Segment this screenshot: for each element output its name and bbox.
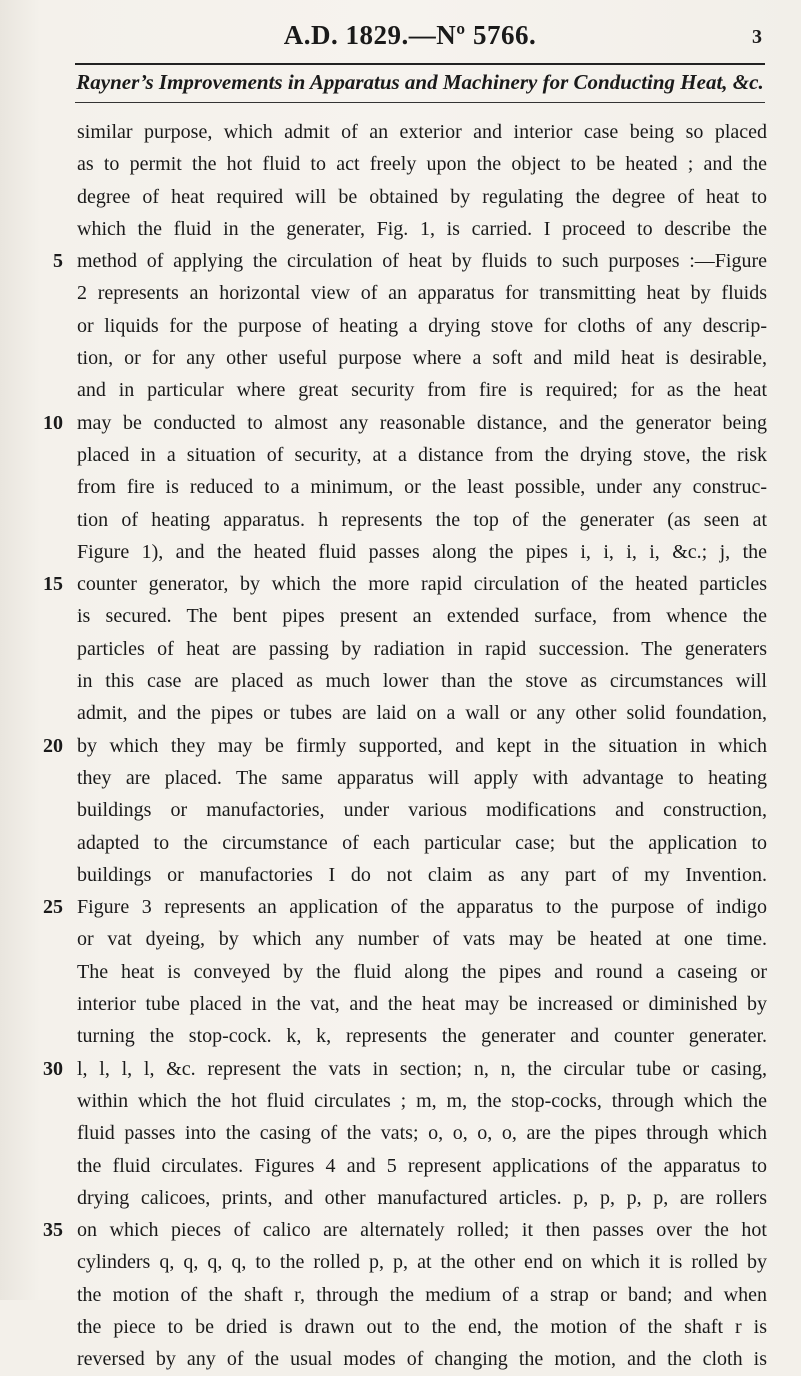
text-line <box>77 504 767 536</box>
page-header <box>60 20 760 60</box>
text-line <box>77 374 767 406</box>
line-text: fluid passes into the casing of the vats; o, o, o, o, are the pipes through which <box>77 1122 767 1145</box>
line-text: tion of heating apparatus. h represents the top of the generater (as seen at <box>77 508 767 531</box>
text-line <box>77 988 767 1020</box>
line-text: and in particular where great security from fire is required; for as the heat <box>77 379 767 402</box>
line-number: 15 <box>43 573 63 596</box>
line-text: reversed by any of the usual modes of changing the motion, and the cloth is <box>77 1348 767 1371</box>
page-number: 3 <box>752 26 762 48</box>
text-line <box>43 1214 767 1246</box>
header-rule-bottom <box>75 102 765 103</box>
line-text: the motion of the shaft r, through the medium of a strap or band; and when <box>77 1283 767 1306</box>
line-text: or vat dyeing, by which any number of vats may be heated at one time. <box>77 928 767 951</box>
line-text: as to permit the hot fluid to act freely upon the object to be heated ; and the <box>77 153 767 176</box>
body-text <box>43 116 767 1376</box>
line-text: in this case are placed as much lower than the stove as circumstances will <box>77 670 767 693</box>
text-line <box>77 116 767 148</box>
text-line <box>77 956 767 988</box>
line-text: 2 represents an horizontal view of an apparatus for transmitting heat by fluids <box>77 282 767 305</box>
text-line <box>77 1117 767 1149</box>
text-line <box>53 245 767 277</box>
line-text: The heat is conveyed by the fluid along the pipes and round a caseing or <box>77 960 767 983</box>
line-number: 10 <box>43 411 63 434</box>
line-text: adapted to the circumstance of each particular case; but the application to <box>77 831 767 854</box>
line-text: l, l, l, l, &c. represent the vats in section; n, n, the circular tube or casing, <box>77 1057 767 1080</box>
text-line <box>77 310 767 342</box>
text-line <box>43 1053 767 1085</box>
line-number: 25 <box>43 896 63 919</box>
line-text: they are placed. The same apparatus will apply with advantage to heating <box>77 766 767 789</box>
line-text: the piece to be dried is drawn out to the end, the motion of the shaft r is <box>77 1315 767 1338</box>
text-line <box>77 794 767 826</box>
text-line <box>43 891 767 923</box>
line-text: Figure 1), and the heated fluid passes along the pipes i, i, i, i, &c.; j, the <box>77 540 767 563</box>
text-line <box>77 1020 767 1052</box>
line-text: is secured. The bent pipes present an extended surface, from whence the <box>77 605 767 628</box>
line-text: method of applying the circulation of heat by fluids to such purposes :—Figure <box>77 250 767 273</box>
line-number: 20 <box>43 734 63 757</box>
text-line <box>77 1311 767 1343</box>
text-line <box>77 1279 767 1311</box>
text-line <box>77 762 767 794</box>
text-line <box>77 1343 767 1375</box>
text-line <box>77 923 767 955</box>
text-line <box>77 1085 767 1117</box>
line-text: buildings or manufactories I do not claim as any part of my Invention. <box>77 863 767 886</box>
line-text: on which pieces of calico are alternately rolled; it then passes over the hot <box>77 1219 767 1242</box>
text-line <box>77 697 767 729</box>
line-text: particles of heat are passing by radiation in rapid succession. The generaters <box>77 637 767 660</box>
line-text: cylinders q, q, q, q, to the rolled p, p, at the other end on which it is rolled by <box>77 1251 767 1274</box>
line-text: Figure 3 represents an application of the apparatus to the purpose of indigo <box>77 896 767 919</box>
line-text: counter generator, by which the more rapid circulation of the heated particles <box>77 573 767 596</box>
text-line <box>77 471 767 503</box>
text-line <box>43 568 767 600</box>
text-line <box>77 439 767 471</box>
text-line <box>77 148 767 180</box>
text-line <box>77 213 767 245</box>
text-line <box>77 536 767 568</box>
line-text: tion, or for any other useful purpose where a soft and mild heat is desirable, <box>77 347 767 370</box>
line-text: admit, and the pipes or tubes are laid on a wall or any other solid foundation, <box>77 702 767 725</box>
line-text: from fire is reduced to a minimum, or the least possible, under any construc- <box>77 476 767 499</box>
text-line <box>43 407 767 439</box>
header-rule-top <box>75 63 765 65</box>
text-line <box>77 1150 767 1182</box>
text-line <box>77 633 767 665</box>
line-text: or liquids for the purpose of heating a drying stove for cloths of any descrip- <box>77 314 767 337</box>
line-text: drying calicoes, prints, and other manufactured articles. p, p, p, p, are rollers <box>77 1186 767 1209</box>
text-line <box>43 730 767 762</box>
line-text: by which they may be firmly supported, and kept in the situation in which <box>77 734 767 757</box>
text-line <box>77 1182 767 1214</box>
line-text: turning the stop-cock. k, k, represents the generater and counter generater. <box>77 1025 767 1048</box>
line-text: degree of heat required will be obtained by regulating the degree of heat to <box>77 185 767 208</box>
text-line <box>77 1246 767 1278</box>
text-line <box>77 859 767 891</box>
line-text: placed in a situation of security, at a distance from the drying stove, the risk <box>77 443 767 466</box>
line-number: 35 <box>43 1219 63 1242</box>
text-line <box>77 827 767 859</box>
text-line <box>77 665 767 697</box>
text-line <box>77 342 767 374</box>
line-text: within which the hot fluid circulates ; m, m, the stop-cocks, through which the <box>77 1089 767 1112</box>
text-line <box>77 600 767 632</box>
line-number: 30 <box>43 1057 63 1080</box>
line-text: interior tube placed in the vat, and the heat may be increased or diminished by <box>77 993 767 1016</box>
line-text: may be conducted to almost any reasonable distance, and the generator being <box>77 411 767 434</box>
patent-title: A.D. 1829.—Nº 5766. <box>283 20 537 50</box>
text-line <box>77 181 767 213</box>
line-number: 5 <box>53 250 63 273</box>
line-text: buildings or manufactories, under various modifications and construction, <box>77 799 767 822</box>
text-line <box>77 277 767 309</box>
line-text: which the fluid in the generater, Fig. 1, is carried. I proceed to describe the <box>77 217 767 240</box>
line-text: the fluid circulates. Figures 4 and 5 represent applications of the apparatus to <box>77 1154 767 1177</box>
line-text: similar purpose, which admit of an exterior and interior case being so placed <box>77 121 767 143</box>
running-subtitle: Rayner’s Improvements in Apparatus and Machinery for Conducting Heat, &c. <box>76 70 764 94</box>
